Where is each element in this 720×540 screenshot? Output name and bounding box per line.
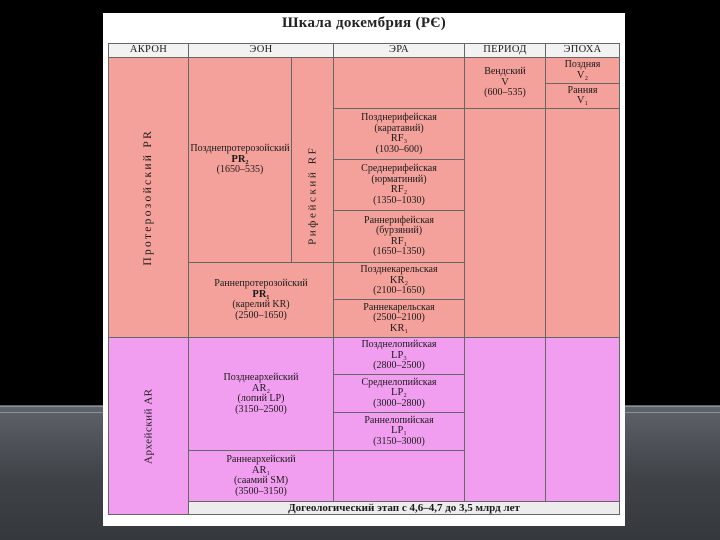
epoch-early-name: Ранняя — [567, 84, 598, 96]
header-akron: АКРОН — [108, 43, 189, 58]
eon-late-archean-index: AR₂ — [251, 382, 271, 394]
era-blank-archean — [333, 450, 465, 502]
era-name: Раннерифейская — [364, 214, 434, 226]
header-period: ПЕРИОД — [464, 43, 546, 58]
era-late-karelian — [333, 262, 465, 300]
eon-early-archean-dates: (3500–3150) — [235, 485, 287, 497]
akron-archean — [108, 337, 189, 515]
era-late-lopian — [333, 337, 465, 375]
era-dates: (2500–2100) — [373, 312, 425, 324]
era-name: Позднекарельская — [360, 264, 438, 276]
footer-pregeological: Догеологический этап с 4,6–4,7 до 3,5 млрд лет — [188, 501, 620, 515]
era-note: (каратавий) — [374, 122, 424, 134]
period-vendian — [464, 57, 546, 109]
epoch-early — [545, 83, 620, 109]
header-era: ЭРА — [333, 43, 465, 58]
epoch-blank-proterozoic — [545, 108, 620, 338]
header-epoch: ЭПОХА — [545, 43, 620, 58]
era-index: RF₃ — [390, 133, 408, 144]
eon-late-proterozoic — [188, 57, 292, 263]
eon-late-archean — [188, 337, 334, 451]
eon-early-proterozoic-name: Раннепротерозойский — [214, 278, 308, 289]
eon-late-proterozoic-dates: (1650–535) — [216, 164, 264, 176]
eon-riphean — [291, 57, 334, 263]
era-early-riphean — [333, 210, 465, 263]
era-middle-lopian — [333, 374, 465, 413]
eon-late-archean-name: Позднеархейский — [223, 372, 299, 383]
era-dates: (3000–2800) — [373, 397, 425, 409]
era-note: (бурзяний) — [375, 225, 423, 236]
era-dates: (1030–600) — [375, 143, 423, 155]
era-index: LP₃ — [391, 349, 407, 361]
era-name: Позднерифейская — [361, 112, 437, 123]
epoch-late-index: V₂ — [576, 69, 589, 81]
eon-early-proterozoic — [188, 262, 334, 338]
eon-early-archean-name: Раннеархейский — [226, 454, 296, 465]
epoch-late — [545, 57, 620, 84]
era-index: KR₁ — [389, 322, 409, 334]
eon-early-archean — [188, 450, 334, 502]
eon-early-proterozoic-index: PR₁ — [252, 288, 270, 300]
eon-early-archean-note: (саамий SM) — [233, 475, 289, 486]
era-early-karelian — [333, 299, 465, 338]
era-name: Раннекарельская — [363, 301, 435, 313]
period-vendian-index: V — [501, 76, 509, 88]
eon-riphean-label: Рифейский RF — [306, 145, 319, 245]
akron-archean-label: Архейский AR — [142, 388, 155, 464]
page-title: Шкала докембрия (PЄ) — [281, 15, 447, 31]
era-name: Среднерифейская — [361, 163, 437, 174]
era-index: KR₂ — [389, 274, 409, 286]
era-blank-top — [333, 57, 465, 109]
era-name: Позднелопийская — [361, 339, 437, 351]
period-blank-proterozoic — [464, 108, 546, 338]
eon-early-proterozoic-note: (карелий KR) — [232, 299, 290, 310]
akron-proterozoic — [108, 57, 189, 338]
eon-late-archean-dates: (3150–2500) — [235, 403, 287, 415]
era-early-lopian — [333, 412, 465, 451]
era-name: Среднелопийская — [361, 376, 437, 388]
era-dates: (1350–1030) — [373, 194, 425, 206]
era-index: LP₂ — [391, 387, 407, 399]
era-middle-riphean — [333, 159, 465, 211]
era-index: LP₁ — [391, 425, 407, 437]
era-late-riphean — [333, 108, 465, 160]
era-note: (юрматиний) — [371, 173, 427, 185]
eon-late-archean-note: (лопий LP) — [237, 393, 285, 404]
eon-late-proterozoic-name: Позднепротерозойский — [190, 143, 290, 155]
era-dates: (2100–1650) — [373, 285, 425, 297]
precambrian-scale-sheet — [103, 13, 625, 526]
era-index: RF₁ — [390, 235, 408, 247]
epoch-blank-archean — [545, 337, 620, 502]
era-dates: (2800–2500) — [373, 360, 425, 372]
epoch-late-name: Поздняя — [564, 59, 601, 70]
era-name: Раннелопийская — [364, 414, 434, 426]
eon-early-proterozoic-dates: (2500–1650) — [235, 309, 287, 321]
period-vendian-dates: (600–535) — [484, 87, 526, 99]
akron-proterozoic-label: Протерозойский PR — [142, 129, 155, 266]
epoch-early-index: V₁ — [576, 95, 589, 106]
era-dates: (1650–1350) — [373, 246, 425, 257]
header-eon: ЭОН — [188, 43, 334, 58]
period-blank-archean — [464, 337, 546, 502]
era-index: RF₂ — [390, 184, 408, 195]
eon-late-proterozoic-index: PR₂ — [231, 153, 249, 165]
era-dates: (3150–3000) — [373, 435, 425, 447]
period-vendian-name: Вендский — [484, 66, 526, 78]
eon-early-archean-index: AR₁ — [251, 464, 271, 476]
